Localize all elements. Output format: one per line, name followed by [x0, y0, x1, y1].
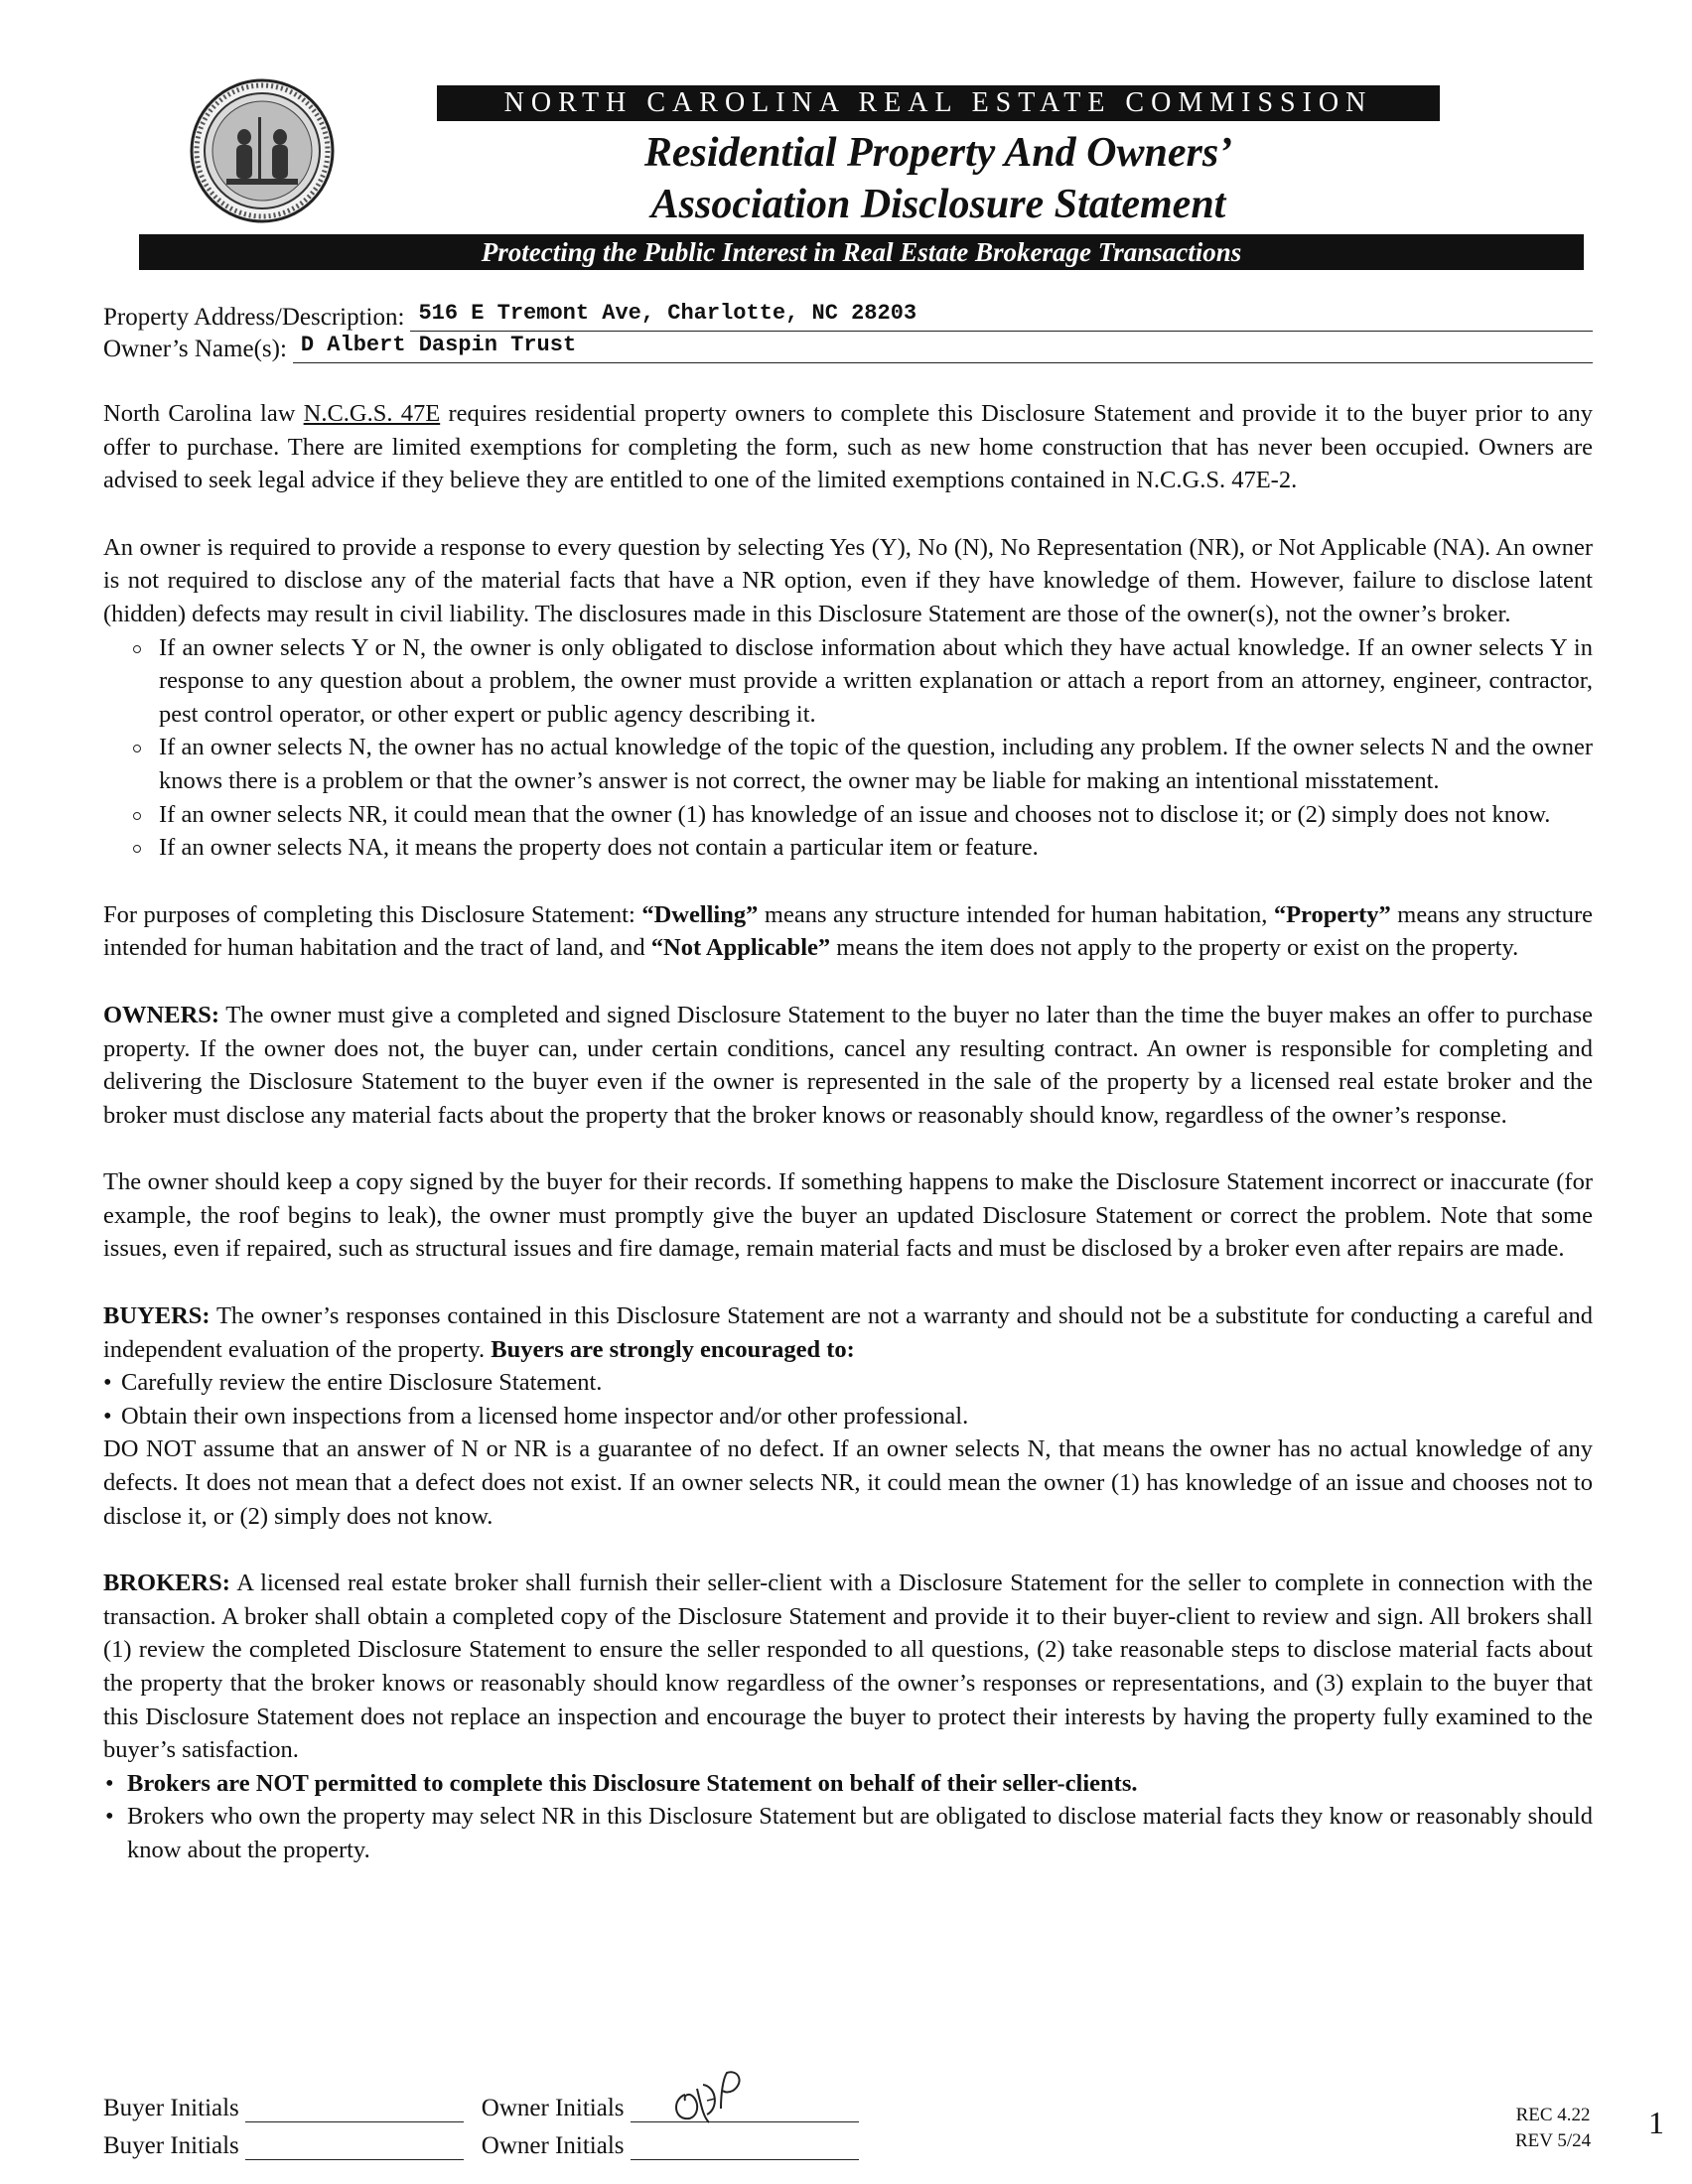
list-item: • Brokers who own the property may select NR in this Disclosure Statement but are obligated to disclose material facts they know or reasonably should know about the property. [103, 1800, 1593, 1866]
disclosure-body [103, 397, 1593, 1867]
brokers-heading: BROKERS: [103, 1570, 230, 1597]
form-revision [1515, 2103, 1591, 2154]
owner-name-row [103, 330, 1593, 363]
tagline-banner: Protecting the Public Interest in Real Estate Brokerage Transactions [139, 234, 1584, 270]
list-item: If an owner selects NA, it means the property does not contain a particular item or feature. [159, 831, 1593, 865]
definitions-paragraph: For purposes of completing this Disclosure Statement: “Dwelling” means any structure intended for human habitation, “Property” means any structure intended for human habitation and the tract of land, and “Not Applicable” means the item does not apply to the property or exist on the property. [103, 900, 1593, 962]
property-address-row [103, 298, 1593, 332]
property-address-label: Property Address/Description: [103, 304, 405, 331]
title-line-2: Association Disclosure Statement [650, 182, 1226, 227]
owner-copy-paragraph: The owner should keep a copy signed by the buyer for their records. If something happens to make the Disclosure Statement incorrect or inaccurate (for example, the roof begins to leak), the owner must promptly give the buyer an updated Disclosure Statement or correct the problem. Note that some issues, even if repaired, such as structural issues and fire damage, remain material facts and must be disclosed by a broker even after repairs are made. [103, 1168, 1593, 1263]
owner-name-field[interactable]: D Albert Daspin Trust [293, 333, 1593, 363]
buyer-initials-label: Buyer Initials [103, 2095, 239, 2121]
owner-initials-signature [667, 2065, 757, 2130]
responses-paragraph: An owner is required to provide a response to every question by selecting Yes (Y), No (N), No Representation (NR), or Not Applicable (NA). An owner is not required to disclose any of the material facts that have a NR option, even if they have knowledge of them. However, failure to disclose latent (hidden) defects may result in civil liability. The disclosures made in this Disclosure Statement are those of the owner(s), not the owner’s broker. [103, 533, 1593, 627]
statute-link: N.C.G.S. 47E [303, 400, 441, 427]
list-item: • Brokers are NOT permitted to complete this Disclosure Statement on behalf of their seller-clients. [103, 1767, 1593, 1801]
list-item: If an owner selects N, the owner has no actual knowledge of the topic of the question, including any problem. If the owner selects N and the owner knows there is a problem or that the owner’s answer is not correct, the owner may be liable for making an intentional misstatement. [159, 731, 1593, 797]
commission-seal-icon [189, 77, 336, 224]
list-item: • Carefully review the entire Disclosure Statement. [103, 1366, 1593, 1400]
buyer-initials-label: Buyer Initials [103, 2132, 239, 2159]
page-number: 1 [1648, 2105, 1664, 2140]
buyers-paragraph: BUYERS: The owner’s responses contained in this Disclosure Statement are not a warranty and should not be a substitute for conducting a careful and independent evaluation of the property. Buyers are strongly encouraged to: [103, 1302, 1593, 1363]
form-code: REC 4.22 [1515, 2105, 1591, 2125]
buyers-list [103, 1366, 1593, 1433]
owners-paragraph: OWNERS: The owner must give a completed and signed Disclosure Statement to the buyer no later than the time the buyer makes an offer to purchase property. If the owner does not, the buyer can, under certain conditions, cancel any resulting contract. An owner is responsible for completing and delivering the Disclosure Statement to the buyer even if the owner is represented in the sale of the property by a licensed real estate broker and the broker must disclose any material facts about the property that the broker knows or reasonably should know, regardless of the owner’s response. [103, 1001, 1593, 1129]
buyer-initials-field[interactable] [245, 2092, 464, 2122]
intro-paragraph: North Carolina law N.C.G.S. 47E requires residential property owners to complete this Disclosure Statement and provide it to the buyer prior to any offer to purchase. There are limited exemptions for completing the form, such as new home construction that has never been occupied. Owners are advised to seek legal advice if they believe they are entitled to one of the limited exemptions contained in N.C.G.S. 47E-2. [103, 400, 1594, 494]
owner-initials-label: Owner Initials [481, 2095, 625, 2121]
property-address-field[interactable]: 516 E Tremont Ave, Charlotte, NC 28203 [410, 301, 1593, 332]
owner-initials-label: Owner Initials [481, 2132, 625, 2159]
brokers-paragraph: BROKERS: A licensed real estate broker shall furnish their seller-client with a Disclosure Statement for the seller to complete in connection with the transaction. A broker shall obtain a completed copy of the Disclosure Statement and provide it to their buyer-client to review and sign. All brokers shall (1) review the completed Disclosure Statement to ensure the seller responded to all questions, (2) take reasonable steps to disclose material facts about the property that the broker knows or reasonably should know regardless of the owner’s responses or representations, and (3) explain to the buyer that this Disclosure Statement does not replace an inspection and encourage the buyer to protect their interests by having the property fully examined to the buyer’s satisfaction. [103, 1570, 1593, 1764]
commission-banner: NORTH CAROLINA REAL ESTATE COMMISSION [437, 85, 1440, 121]
owners-heading: OWNERS: [103, 1001, 220, 1028]
title-line-1: Residential Property And Owners’ [643, 130, 1233, 176]
document-title [536, 127, 1340, 230]
owner-initials-field[interactable] [631, 2129, 859, 2160]
list-item: If an owner selects Y or N, the owner is only obligated to disclose information about which they have actual knowledge. If an owner selects Y in response to any question about a problem, the owner must provide a written explanation or attach a report from an attorney, engineer, contractor, pest control operator, or other expert or public agency describing it. [159, 631, 1593, 732]
buyers-heading: BUYERS: [103, 1302, 211, 1330]
revision-date: REV 5/24 [1515, 2130, 1592, 2151]
list-item: If an owner selects NR, it could mean that the owner (1) has knowledge of an issue and chooses not to disclose it; or (2) simply does not know. [159, 798, 1593, 832]
list-item: • Obtain their own inspections from a licensed home inspector and/or other professional. [103, 1400, 1593, 1433]
brokers-list [103, 1767, 1593, 1867]
buyers-warning: DO NOT assume that an answer of N or NR is a guarantee of no defect. If an owner selects N, that means the owner has no actual knowledge of any defects. It does not mean that a defect does not exist. If an owner selects NR, it could mean the owner (1) has knowledge of an issue and chooses not to disclose it, or (2) simply does not know. [103, 1435, 1593, 1530]
owner-name-label: Owner’s Name(s): [103, 336, 287, 362]
initials-row-2 [103, 2128, 859, 2160]
buyer-initials-field[interactable] [245, 2129, 464, 2160]
responses-list [103, 631, 1593, 865]
